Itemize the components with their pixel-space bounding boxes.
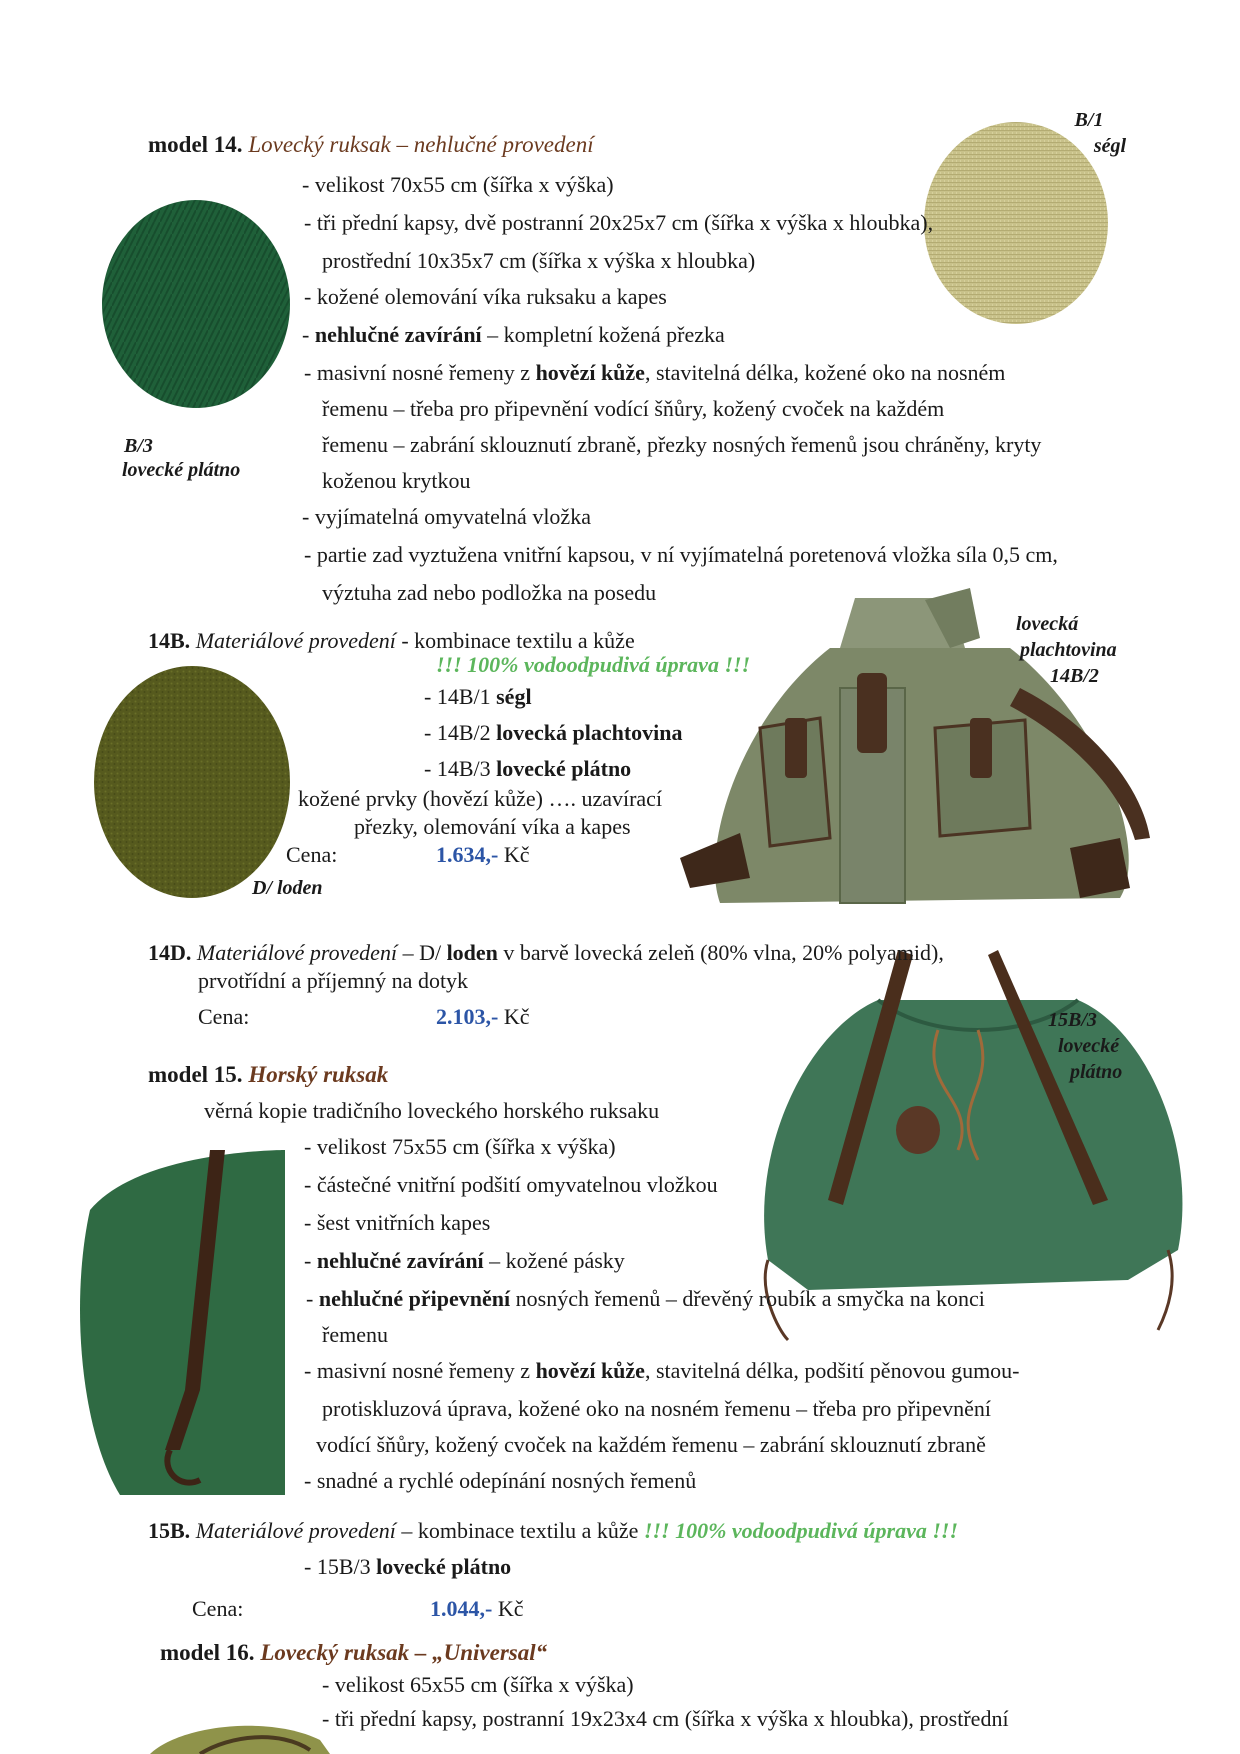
m14b-leather-line2: přezky, olemování víka a kapes	[354, 814, 631, 839]
backpack-14b2-image	[680, 578, 1150, 908]
m15b-mat: Materiálové provedení	[195, 1518, 396, 1543]
m14-straps-line2: řemenu – třeba pro připevnění vodící šňůry, kožený cvoček na každém	[322, 396, 945, 421]
m14b-opt3-pre: - 14B/3	[424, 756, 497, 781]
m14-item-straps	[304, 360, 1005, 386]
m15b-price	[430, 1596, 523, 1622]
m16-item-pockets: - tři přední kapsy, postranní 19x23x4 cm (šířka x výška x hloubka), prostřední	[322, 1706, 1009, 1731]
m14d-price-value: 2.103,-	[436, 1004, 499, 1029]
m14b-price-label: Cena:	[286, 842, 338, 867]
m14-straps-rest: , stavitelná délka, kožené oko na nosném	[644, 360, 1006, 385]
m14d-line2: prvotřídní a příjemný na dotyk	[198, 968, 469, 993]
m15b-price-value: 1.044,-	[430, 1596, 493, 1621]
label-loden: D/ loden	[252, 877, 323, 899]
m14-straps-line3: řemenu – zabrání sklouznutí zbraně, přezky nosných řemenů jsou chráněny, kryty	[322, 432, 1042, 457]
m14d-mat: Materiálové provedení	[196, 940, 398, 965]
m14b-opt1-pre: - 14B/1	[424, 684, 497, 709]
m14b-option-3	[424, 756, 631, 782]
m14-item-size: - velikost 70x55 cm (šířka x výška)	[302, 172, 614, 197]
m14b-leather-line1: kožené prvky (hovězí kůže) …. uzavírací	[298, 786, 663, 811]
m14-straps-pre: - masivní nosné řemeny z	[304, 360, 536, 385]
m15-straps-pre: - masivní nosné řemeny z	[304, 1358, 536, 1383]
m14b-price-value: 1.634,-	[436, 842, 499, 867]
label-bag14-line1: lovecká	[1016, 613, 1079, 635]
m15-attach-line2: řemenu	[322, 1322, 388, 1347]
m15-item-straps	[304, 1358, 1020, 1384]
loden-fabric-swatch	[92, 664, 302, 910]
m14b-option-2	[424, 720, 683, 746]
m15-item-detach: - snadné a rychlé odepínání nosných řemenů	[304, 1468, 697, 1493]
m14-straps-bold: hovězí kůže	[535, 360, 645, 385]
m15b-opt-bold: lovecké plátno	[376, 1554, 512, 1579]
label-bag14-line2: plachtovina	[1020, 639, 1117, 661]
m14d-loden: loden	[446, 940, 498, 965]
m14d-mat-mid: – D/	[397, 940, 447, 965]
m15-silent-rest: – kožené pásky	[483, 1248, 625, 1273]
model15-number: model 15.	[148, 1062, 243, 1087]
label-bag15-line2: lovecké	[1058, 1035, 1120, 1057]
m14b-price	[436, 842, 529, 868]
m15b-material	[148, 1518, 958, 1544]
label-b3-name: lovecké plátno	[122, 459, 241, 481]
m16-item-size: - velikost 65x55 cm (šířka x výška)	[322, 1672, 634, 1697]
backpack-16-image	[140, 1720, 340, 1754]
m14d-price-label: Cena:	[198, 1004, 250, 1029]
model15-heading	[148, 1062, 388, 1088]
m15-item-size: - velikost 75x55 cm (šířka x výška)	[304, 1134, 616, 1159]
m15b-code: 15B.	[148, 1518, 191, 1543]
model14-heading	[148, 132, 594, 158]
m15-straps-rest: , stavitelná délka, podšití pěnovou gumou-	[644, 1358, 1020, 1383]
m15-item-attach: - nehlučné připevnění nosných řemenů – dřevěný roubík a smyčka na konci	[306, 1286, 985, 1311]
m14b-currency: Kč	[503, 842, 530, 867]
label-b3-code: B/3	[124, 435, 153, 457]
m14b-mat: Materiálové provedení	[195, 628, 396, 653]
lovecke-platno-fabric-swatch	[100, 198, 300, 418]
model16-heading	[160, 1640, 547, 1666]
m14d-material	[148, 940, 944, 966]
label-b1-name: ségl	[1093, 135, 1127, 157]
m14b-opt3-bold: lovecké plátno	[496, 756, 632, 781]
m15-silent-bold: nehlučné zavírání	[316, 1248, 484, 1273]
m14d-price	[436, 1004, 529, 1030]
m14-item-back: - partie zad vyztužena vnitřní kapsou, v ní vyjímatelná poretenová vložka síla 0,5 cm,	[304, 542, 1058, 567]
model14-title: Lovecký ruksak – nehlučné provedení	[248, 132, 594, 157]
label-bag15-line3: plátno	[1070, 1061, 1123, 1083]
m15-item-silent: - nehlučné zavírání – kožené pásky	[304, 1248, 625, 1273]
m14-item-liner: - vyjímatelná omyvatelná vložka	[302, 504, 591, 529]
m14-item-leather-trim: - kožené olemování víka ruksaku a kapes	[304, 284, 667, 309]
model15-title: Horský ruksak	[248, 1062, 389, 1087]
m14b-opt2-pre: - 14B/2	[424, 720, 497, 745]
m15-attach-rest: nosných řemenů – dřevěný roubík a smyčka na konci	[510, 1286, 985, 1311]
backpack-15-side-image	[80, 1150, 285, 1495]
m14b-material	[148, 628, 635, 654]
model16-title: Lovecký ruksak – „Universal“	[260, 1640, 548, 1665]
m14b-waterproof: !!! 100% vodoodpudivá úprava !!!	[436, 652, 751, 677]
m14-straps-line4: koženou krytkou	[322, 468, 471, 493]
m14b-opt2-bold: lovecká plachtovina	[496, 720, 683, 745]
m14b-code: 14B.	[148, 628, 191, 653]
label-bag15-line1: 15B/3	[1048, 1009, 1097, 1031]
m15-straps-line2: protiskluzová úprava, kožené oko na nosném řemenu – třeba pro připevnění	[322, 1396, 991, 1421]
m15b-mat-rest: – kombinace textilu a kůže	[395, 1518, 644, 1543]
m14-silent-rest: – kompletní kožená přezka	[481, 322, 725, 347]
m15-straps-line3: vodící šňůry, kožený cvoček na každém řemenu – zabrání sklouznutí zbraně	[316, 1432, 986, 1457]
m15-attach-bold: nehlučné připevnění	[318, 1286, 511, 1311]
m14-silent-bold: nehlučné zavírání	[314, 322, 482, 347]
label-b1-code: B/1	[1074, 109, 1104, 131]
m15-item-lining: - částečné vnitřní podšití omyvatelnou vložkou	[304, 1172, 718, 1197]
m15-item-pockets: - šest vnitřních kapes	[304, 1210, 491, 1235]
m15b-currency: Kč	[497, 1596, 524, 1621]
m15b-opt-pre: - 15B/3	[304, 1554, 377, 1579]
m14d-code: 14D.	[148, 940, 192, 965]
label-bag14-line3: 14B/2	[1050, 665, 1099, 687]
m14b-opt1-bold: ségl	[496, 684, 532, 709]
m14-item-back-2: výztuha zad nebo podložka na posedu	[322, 580, 657, 605]
m14-item-pockets: - tři přední kapsy, dvě postranní 20x25x7 cm (šířka x výška x hloubka),	[304, 210, 934, 235]
m14-item-silent: - nehlučné zavírání – kompletní kožená přezka	[302, 322, 725, 347]
m15b-option	[304, 1554, 511, 1580]
m15-intro: věrná kopie tradičního loveckého horského ruksaku	[204, 1098, 660, 1123]
m15b-waterproof: !!! 100% vodoodpudivá úprava !!!	[643, 1518, 959, 1543]
m14d-currency: Kč	[503, 1004, 530, 1029]
m14-item-pockets-2: prostřední 10x35x7 cm (šířka x výška x hloubka)	[322, 248, 756, 273]
m15b-price-label: Cena:	[192, 1596, 244, 1621]
model14-number: model 14.	[148, 132, 243, 157]
model16-number: model 16.	[160, 1640, 255, 1665]
m14d-rest: v barvě lovecká zeleň (80% vlna, 20% polyamid),	[497, 940, 944, 965]
m14b-option-1	[424, 684, 532, 710]
m15-straps-bold: hovězí kůže	[535, 1358, 645, 1383]
m14b-mat-rest: - kombinace textilu a kůže	[395, 628, 635, 653]
